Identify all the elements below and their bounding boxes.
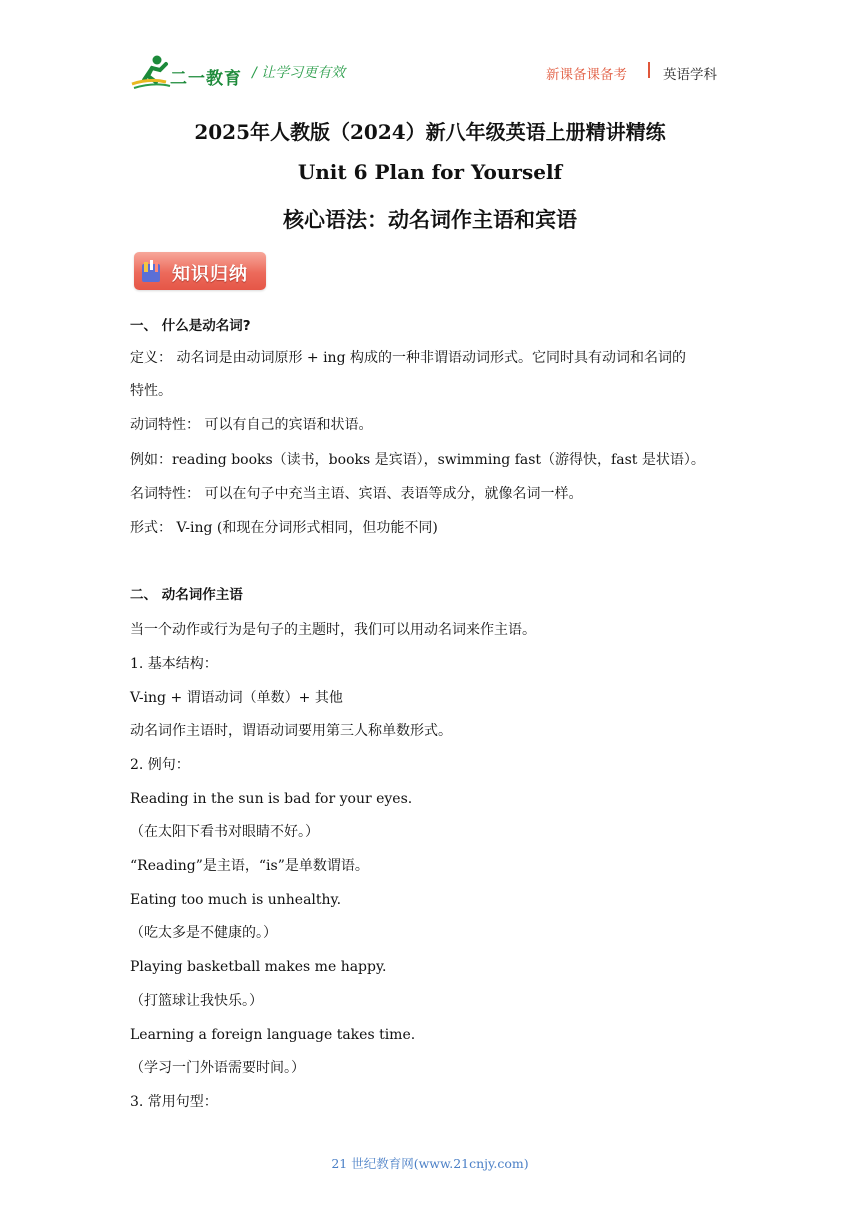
structure-formula: V-ing + 谓语动词（单数）+ 其他 [130, 690, 343, 706]
document-title: 2025年人教版（2024）新八年级英语上册精讲精练 [194, 120, 666, 144]
form-line: 形式： V-ing (和现在分词形式相同，但功能不同) [130, 520, 438, 536]
example-sentence: Playing basketball makes me happy. [130, 959, 387, 975]
page-header [0, 0, 860, 100]
examples-heading: 2. 例句： [130, 757, 190, 773]
noun-feature-line: 名词特性： 可以在句子中充当主语、宾语、表语等成分，就像名词一样。 [130, 486, 583, 502]
book-icon [140, 258, 162, 284]
patterns-heading: 3. 常用句型： [130, 1094, 218, 1110]
example-sentence: Learning a foreign language takes time. [130, 1027, 416, 1043]
example-translation: （吃太多是不健康的。） [130, 925, 277, 941]
logo-text: 二一教育 [170, 69, 242, 89]
definition-line: 定义： 动名词是由动词原形 + ing 构成的一种非谓语动词形式。它同时具有动词和名词的 [130, 350, 686, 366]
example-translation: （打篮球让我快乐。） [130, 993, 263, 1009]
section-heading-1: 一、 什么是动名词? [130, 318, 251, 334]
grammar-title: 核心语法：动名词作主语和宾语 [283, 207, 577, 232]
definition-line-cont: 特性。 [130, 383, 172, 399]
structure-note: 动名词作主语时，谓语动词要用第三人称单数形式。 [130, 723, 452, 739]
badge-label: 知识归纳 [172, 264, 248, 285]
intro-line: 当一个动作或行为是句子的主题时，我们可以用动名词来作主语。 [130, 622, 536, 638]
knowledge-summary-badge [134, 252, 266, 290]
structure-heading: 1. 基本结构： [130, 656, 218, 672]
section-heading-2: 二、 动名词作主语 [130, 587, 243, 603]
example-translation: （在太阳下看书对眼睛不好。） [130, 824, 319, 840]
example-note: “Reading”是主语，“is”是单数谓语。 [130, 858, 369, 874]
page-footer: 21 世纪教育网(www.21cnjy.com) [331, 1156, 529, 1171]
example-sentence: Eating too much is unhealthy. [130, 892, 342, 908]
example-line: 例如：reading books（读书，books 是宾语），swimming fast（游得快，fast 是状语）。 [130, 452, 705, 468]
unit-title: Unit 6 Plan for Yourself [297, 160, 563, 184]
verb-feature-line: 动词特性： 可以有自己的宾语和状语。 [130, 417, 373, 433]
header-subject: 英语学科 [663, 67, 717, 83]
example-translation: （学习一门外语需要时间。） [130, 1060, 305, 1076]
header-slogan: / 让学习更有效 [252, 65, 346, 81]
example-sentence: Reading in the sun is bad for your eyes. [130, 791, 413, 807]
header-category: 新课备课备考 [546, 67, 627, 83]
header-divider [648, 62, 650, 78]
